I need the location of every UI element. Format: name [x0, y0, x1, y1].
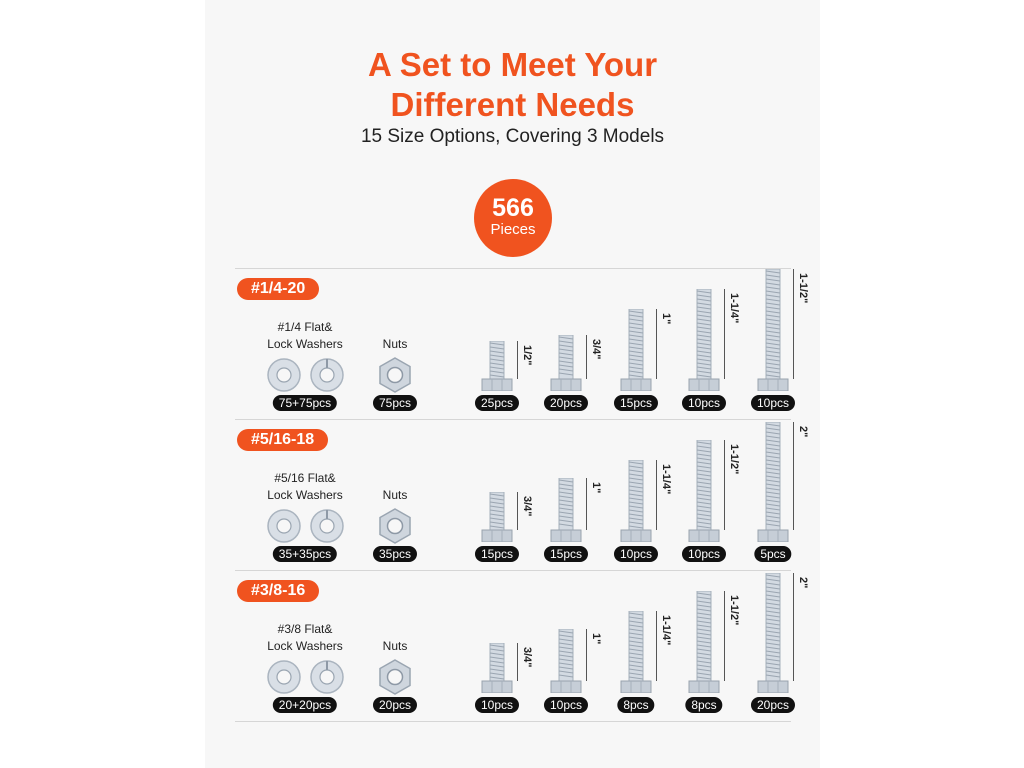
- bolt-length-label: 1": [660, 313, 672, 325]
- dimension-line: [517, 643, 518, 681]
- size-section: [235, 570, 809, 722]
- nuts-count: 20pcs: [373, 697, 417, 713]
- bolt-length-label: 1/2": [521, 345, 533, 366]
- model-pill: #1/4-20: [237, 278, 319, 300]
- pieces-unit: Pieces: [490, 221, 536, 238]
- bolt-count: 15pcs: [475, 546, 519, 562]
- bolt-length-label: 2": [797, 577, 809, 589]
- bolt-count: 10pcs: [751, 395, 795, 411]
- bolt-count: 10pcs: [544, 697, 588, 713]
- washers-count: 20+20pcs: [273, 697, 337, 713]
- hex-bolt-icon: [687, 440, 721, 542]
- bolt-count: 10pcs: [475, 697, 519, 713]
- hex-bolt-icon: [756, 422, 790, 542]
- washers-label-line-1: #5/16 Flat&: [274, 471, 336, 485]
- hex-bolt-icon: [480, 341, 514, 391]
- dimension-line: [793, 269, 794, 379]
- pieces-badge: [474, 179, 552, 257]
- nut-icon: [377, 659, 413, 695]
- washers-label-line-2: Lock Washers: [267, 639, 343, 653]
- bolt-length-label: 1-1/4": [728, 293, 740, 324]
- bolt-length-label: 1": [590, 633, 602, 645]
- nuts-label: Nuts: [382, 337, 408, 351]
- bolt-count: 10pcs: [682, 395, 726, 411]
- bolt-length-label: 1": [590, 482, 602, 494]
- dimension-line: [724, 591, 725, 681]
- title-line-2: Different Needs: [390, 86, 635, 123]
- dimension-line: [656, 460, 657, 530]
- dimension-line: [724, 440, 725, 530]
- bolt-count: 15pcs: [614, 395, 658, 411]
- nuts-label: Nuts: [382, 639, 408, 653]
- lock-washer-icon: [309, 508, 345, 544]
- bolt-length-label: 3/4": [590, 339, 602, 360]
- bolt-count: 10pcs: [682, 546, 726, 562]
- washers-count: 75+75pcs: [273, 395, 337, 411]
- washers-label-line-2: Lock Washers: [267, 337, 343, 351]
- hex-bolt-icon: [480, 643, 514, 693]
- lock-washer-icon: [309, 659, 345, 695]
- washers-count: 35+35pcs: [273, 546, 337, 562]
- dimension-line: [656, 309, 657, 379]
- model-pill: #3/8-16: [237, 580, 319, 602]
- bolt-count: 10pcs: [614, 546, 658, 562]
- hex-bolt-icon: [756, 269, 790, 391]
- hex-bolt-icon: [619, 460, 653, 542]
- bolt-length-label: 3/4": [521, 647, 533, 668]
- nuts-count: 75pcs: [373, 395, 417, 411]
- nuts-count: 35pcs: [373, 546, 417, 562]
- model-pill: #5/16-18: [237, 429, 328, 451]
- hex-bolt-icon: [619, 611, 653, 693]
- bolt-length-label: 1-1/2": [728, 444, 740, 475]
- flat-washer-icon: [266, 357, 302, 393]
- subtitle: 15 Size Options, Covering 3 Models: [360, 126, 665, 147]
- bolt-count: 5pcs: [754, 546, 791, 562]
- nut-icon: [377, 508, 413, 544]
- bolt-length-label: 2": [797, 426, 809, 438]
- flat-washer-icon: [266, 659, 302, 695]
- dimension-line: [517, 492, 518, 530]
- bolt-length-label: 1-1/4": [660, 615, 672, 646]
- nuts-label: Nuts: [382, 488, 408, 502]
- bolt-length-label: 1-1/2": [728, 595, 740, 626]
- bolt-count: 20pcs: [544, 395, 588, 411]
- bolt-count: 25pcs: [475, 395, 519, 411]
- lock-washer-icon: [309, 357, 345, 393]
- bolt-length-label: 1-1/4": [660, 464, 672, 495]
- hex-bolt-icon: [687, 289, 721, 391]
- washers-label-line-1: #3/8 Flat&: [277, 622, 333, 636]
- dimension-line: [656, 611, 657, 681]
- flat-washer-icon: [266, 508, 302, 544]
- dimension-line: [793, 573, 794, 681]
- dimension-line: [586, 629, 587, 681]
- dimension-line: [586, 478, 587, 530]
- hex-bolt-icon: [619, 309, 653, 391]
- hex-bolt-icon: [549, 335, 583, 391]
- bolt-length-label: 1-1/2": [797, 273, 809, 304]
- pieces-number: 566: [492, 194, 534, 222]
- hex-bolt-icon: [480, 492, 514, 542]
- size-section: [235, 419, 809, 571]
- product-panel: [205, 0, 820, 768]
- title-line-1: A Set to Meet Your: [367, 46, 658, 83]
- bolt-count: 15pcs: [544, 546, 588, 562]
- bolt-count: 20pcs: [751, 697, 795, 713]
- size-section: [235, 268, 809, 420]
- dimension-line: [586, 335, 587, 379]
- hex-bolt-icon: [756, 573, 790, 693]
- hex-bolt-icon: [687, 591, 721, 693]
- dimension-line: [724, 289, 725, 379]
- bolt-length-label: 3/4": [521, 496, 533, 517]
- hex-bolt-icon: [549, 478, 583, 542]
- bolt-count: 8pcs: [617, 697, 654, 713]
- dimension-line: [517, 341, 518, 379]
- dimension-line: [793, 422, 794, 530]
- bolt-count: 8pcs: [685, 697, 722, 713]
- nut-icon: [377, 357, 413, 393]
- washers-label-line-1: #1/4 Flat&: [277, 320, 333, 334]
- washers-label-line-2: Lock Washers: [267, 488, 343, 502]
- hex-bolt-icon: [549, 629, 583, 693]
